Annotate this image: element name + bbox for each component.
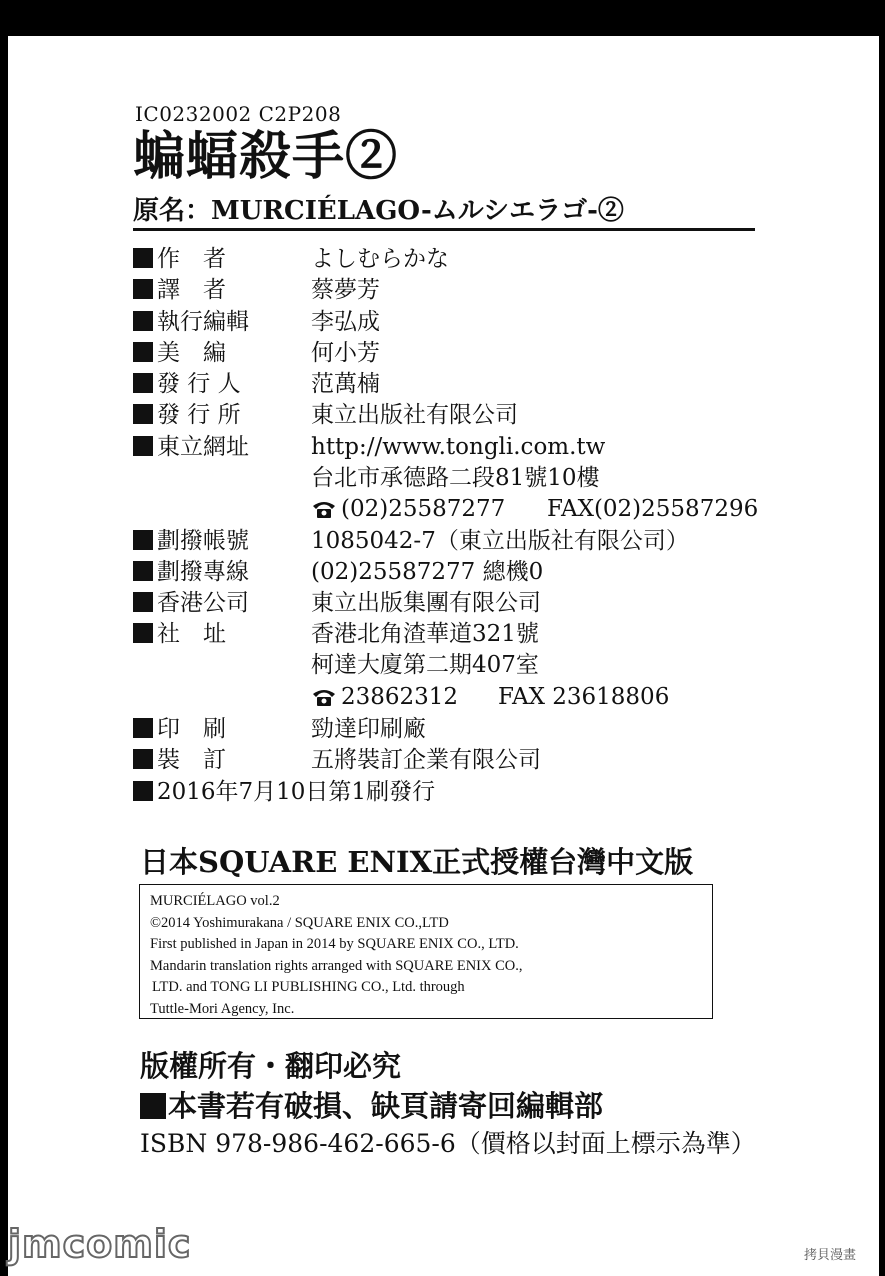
credit-label: 譯 者	[133, 275, 293, 306]
credit-label: 執行編輯	[133, 307, 293, 338]
copyright-line: MURCIÉLAGO vol.2	[150, 893, 280, 909]
watermark-right: 拷貝漫畫	[804, 1248, 857, 1263]
hk-address-line2: 柯達大廈第二期407室	[311, 652, 539, 678]
credit-value: よしむらかな	[311, 246, 449, 272]
copyright-box	[139, 884, 713, 1019]
original-title: 原名：MURCIÉLAGO-ムルシエラゴ-②	[133, 196, 624, 226]
credit-value: (02)25587277 總機0	[311, 559, 544, 585]
tongli-phone: (02)25587277	[341, 496, 506, 522]
credit-label: 社 址	[133, 619, 293, 650]
damage-notice: 本書若有破損、缺頁請寄回編輯部	[140, 1084, 603, 1125]
credit-value: 勁達印刷廠	[311, 716, 426, 742]
credit-label: 劃撥帳號	[133, 526, 293, 557]
credit-label: 美 編	[133, 338, 293, 369]
credit-value: 何小芳	[311, 340, 380, 366]
credit-value: 五將裝訂企業有限公司	[311, 747, 541, 773]
rights-notice: 版權所有・翻印必究	[140, 1049, 402, 1083]
scan-border-top	[0, 0, 885, 36]
credit-value: 東立出版社有限公司	[311, 402, 518, 428]
credit-label: 印 刷	[133, 714, 293, 745]
copyright-line: Tuttle-Mori Agency, Inc.	[150, 1000, 295, 1017]
credit-value: 香港北角渣華道321號	[311, 621, 539, 647]
scan-border-left	[0, 0, 8, 1276]
copyright-line: Mandarin translation rights arranged with SQUARE ENIX CO.,	[150, 957, 523, 974]
credit-label: 發 行 所	[133, 400, 293, 431]
copyright-line: First published in Japan in 2014 by SQUARE ENIX CO., LTD.	[150, 936, 519, 952]
hk-phone: 23862312	[341, 684, 459, 710]
credit-value: 東立出版集團有限公司	[311, 590, 541, 616]
website-link[interactable]: http://www.tongli.com.tw	[311, 434, 606, 460]
print-date: 2016年7月10日第1刷發行	[133, 777, 435, 808]
credit-value: 蔡夢芳	[311, 277, 380, 303]
copyright-line: ©2014 Yoshimurakana / SQUARE ENIX CO.,LTD	[150, 914, 449, 931]
telephone-icon	[311, 499, 337, 519]
credit-label: 發 行 人	[133, 369, 293, 400]
credit-value: 1085042-7（東立出版社有限公司）	[311, 528, 689, 554]
isbn: ISBN 978-986-462-665-6（價格以封面上標示為準）	[140, 1129, 756, 1158]
tongli-fax: FAX(02)25587296	[547, 496, 759, 522]
title-divider	[133, 228, 755, 231]
license-title: 日本SQUARE ENIX正式授權台灣中文版	[140, 845, 694, 879]
hk-fax: FAX 23618806	[498, 684, 670, 710]
hk-contact	[311, 682, 741, 713]
credit-label: 香港公司	[133, 588, 293, 619]
credit-value: 范萬楠	[311, 371, 380, 397]
credit-label: 作 者	[133, 244, 293, 275]
credit-value: 李弘成	[311, 309, 380, 335]
credit-label: 劃撥專線	[133, 557, 293, 588]
credit-label: 裝 訂	[133, 745, 293, 776]
scan-border-right	[879, 0, 885, 1276]
telephone-icon	[311, 687, 337, 707]
copyright-line: LTD. and TONG LI PUBLISHING CO., Ltd. through	[152, 979, 465, 995]
credit-label: 東立網址	[133, 432, 293, 463]
watermark-logo-left: jmcomic	[8, 1222, 192, 1266]
product-code: IC0232002 C2P208	[135, 102, 342, 126]
tongli-address: 台北市承德路二段81號10樓	[311, 465, 600, 491]
tongli-contact	[311, 494, 759, 525]
book-title: 蝙蝠殺手②	[133, 126, 399, 187]
